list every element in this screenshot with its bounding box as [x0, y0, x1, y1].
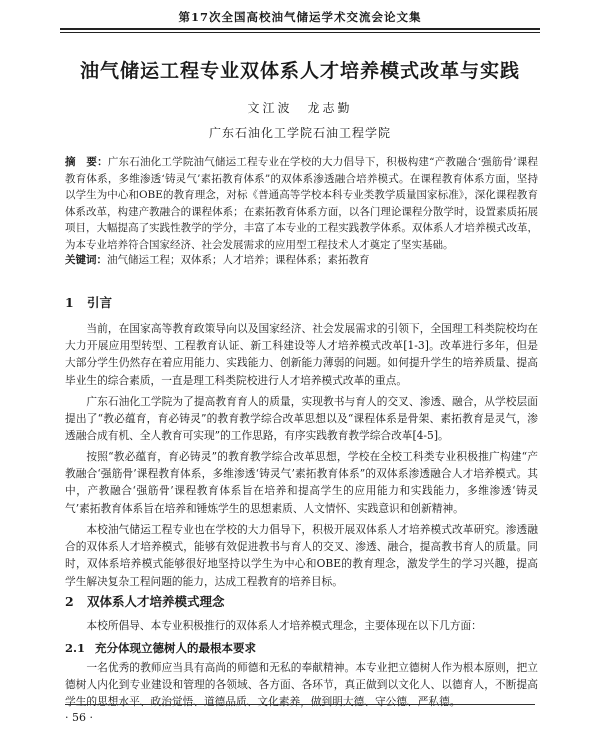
keywords-label: 关键词：	[65, 254, 107, 266]
section-1-number: 1	[65, 295, 74, 310]
paragraph: 广东石油化工学院为了提高教育育人的质量，实现教书与育人的交叉、渗透、融合，从学校层面提出了“教必蕴育，育必铸灵”的教育教学综合改革思想以及“课程体系是骨架、素拓教育是灵气，渗透融合成有机、全人教育可实现”的工作思路，有序实践教育教学综合改革[4-5]。	[65, 395, 538, 443]
section-1-title: 引言	[87, 295, 113, 310]
subsection-2-1-title: 充分体现立德树人的最根本要求	[95, 641, 256, 655]
keywords-text: 油气储运工程；双体系；人才培养；课程体系；素拓教育	[107, 254, 370, 266]
paragraph: 按照“教必蕴育，育必铸灵”的教育教学综合改革思想，学校在全校工科类专业积极推广构建“产教融合‘强筋骨’课程教育体系，多维渗透‘铸灵气’素拓教育体系”的双体系渗透融合人才培养模式。其中，产教融合‘强筋骨’课程教育体系旨在培养和提高学生的应用能力和实践能力，多维渗透‘铸灵气’素拓教育体系旨在培养和锤炼学生的思想素质、人文情怀、实践意识和创新精神。	[65, 450, 538, 515]
paper-title: 油气储运工程专业双体系人才培养模式改革与实践	[79, 60, 520, 82]
paragraph: 一名优秀的教师应当具有高尚的师德和无私的奉献精神。本专业把立德树人作为根本原则，把立德树人内化到专业建设和管理的各领域、各方面、各环节，真正做到以文化人、以德育人，不断提高学生的思想水平、政治觉悟、道德品质、文化素养，做到明大德、守公德、严私德。	[65, 661, 538, 709]
abstract-text: 广东石油化工学院油气储运工程专业在学校的大力倡导下，积极构建“产教融合‘强筋骨’课程教育体系，多维渗透‘铸灵气’素拓教育体系”的双体系渗透融合培养模式。在课程教育体系方面，坚持以学生为中心和OBE的教育理念，对标《普通高等学校本科专业类教学质量国家标准》，深化课程教育体系改革，构建产教融合的课程体系；在素拓教育体系方面，以各门理论课程分散学时，设置素质拓展项目，大幅提高了实践性教学的学分，丰富了本专业的工程实践教学体系。双体系人才培养模式改革，为本专业培养符合国家经济、社会发展需求的应用型工程技术人才奠定了坚实基础。	[65, 156, 538, 251]
affiliation: 广东石油化工学院石油工程学院	[208, 126, 391, 140]
paragraph: 当前，在国家高等教育政策导向以及国家经济、社会发展需求的引领下，全国理工科类院校均在大力开展应用型转型、工程教育认证、新工科建设等人才培养模式改革[1-3]。改革进行多年，但是大部分学生仍然存在着应用能力、实践能力、创新能力薄弱的问题。如何提升学生的培养质量、提高毕业生的综合素质，一直是理工科类院校进行人才培养模式改革的重点。	[65, 322, 538, 387]
paragraph: 本校油气储运工程专业也在学校的大力倡导下，积极开展双体系人才培养模式改革研究。渗透融合的双体系人才培养模式，能够有效促进教书与育人的交叉、渗透、融合，提高教书育人的质量。同时，双体系培养模式能够很好地坚持以学生为中心和OBE的教育理念，激发学生的学习兴趣，提高学生解决复杂工程问题的能力，达成工程教育的培养目标。	[65, 523, 538, 588]
abstract	[65, 154, 538, 254]
authors: 文江波 龙志勤	[247, 101, 353, 115]
section-2-heading	[65, 592, 225, 610]
subsection-2-1-heading	[65, 640, 256, 656]
section-2-number: 2	[65, 594, 74, 609]
page-footer	[65, 704, 535, 724]
subsection-2-1-number: 2.1	[65, 641, 86, 655]
abstract-label: 摘 要：	[65, 156, 108, 168]
running-head: 第17次全国高校油气储运学术交流会论文集	[60, 8, 540, 30]
section-1-heading	[65, 293, 112, 311]
page-number: · 56 ·	[65, 711, 93, 724]
section-2-title: 双体系人才培养模式理念	[87, 594, 225, 609]
keywords	[65, 252, 538, 268]
paragraph: 本校所倡导、本专业积极推行的双体系人才培养模式理念，主要体现在以下几方面：	[86, 619, 482, 632]
